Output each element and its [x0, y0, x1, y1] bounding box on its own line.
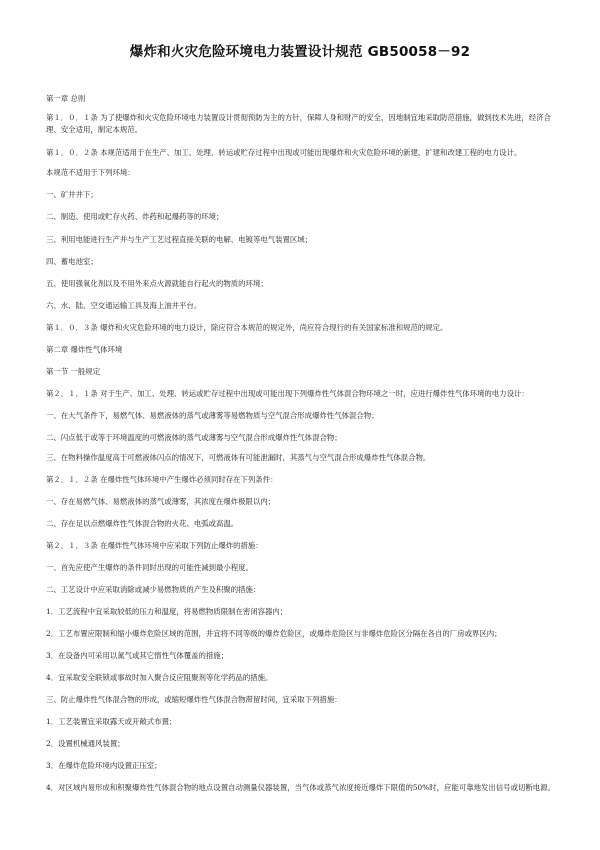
list-item: 二、存在足以点燃爆炸性气体混合物的火花、电弧或高温。: [46, 519, 239, 528]
section-heading: 第一节 一般规定: [46, 367, 101, 376]
list-item: 二、闪点低于或等于环境温度的可燃液体的蒸气或薄雾与空气混合形成爆炸性气体混合物；: [46, 433, 342, 442]
chapter-heading: 第二章 爆炸性气体环境: [46, 345, 123, 354]
clause-paragraph: 第１．０．１条 为了使爆炸和火灾危险环境电力装置设计贯彻预防为主的方针，保障人身和财产的安全，因地制宜地采取防范措施，做到技术先进，经济合理、安全适用，制定本规范。: [46, 113, 551, 134]
clause-paragraph: 第１．０．２条 本规范适用于在生产、加工、处理、转运或贮存过程中出现或可能出现爆炸和火灾危险环境的新建、扩建和改建工程的电力设计。: [46, 148, 522, 157]
list-item: 三、防止爆炸性气体混合物的形成，或缩短爆炸性气体混合物滞留时间，宜采取下列措施：: [46, 695, 342, 704]
list-item: 一、矿井井下；: [46, 190, 98, 199]
chapter-heading: 第一章 总则: [46, 94, 86, 103]
clause-paragraph: 第２．１．２条 在爆炸性气体环境中产生爆炸必须同时存在下列条件：: [46, 475, 278, 484]
list-item: 1．工艺流程中宜采取较低的压力和温度，将易燃物质限制在密闭容器内；: [46, 607, 288, 616]
list-item: 3．在设备内可采用以氮气或其它惰性气体覆盖的措施；: [46, 651, 229, 660]
list-item: 1．工艺装置宜采取露天或开敞式布置；: [46, 717, 177, 726]
list-item: 一、首先应使产生爆炸的条件同时出现的可能性减到最小程度。: [46, 563, 253, 572]
list-item: 四、蓄电池室；: [46, 257, 98, 266]
list-item: 三、利用电能进行生产并与生产工艺过程直接关联的电解、电镀等电气装置区域；: [46, 235, 313, 244]
list-item: 六、水、陆、空交通运输工具及海上油井平台。: [46, 301, 202, 310]
clause-paragraph: 第２．１．１条 对于生产、加工、处理、转运或贮存过程中出现或可能出现下列爆炸性气体混合物环境之一时，应进行爆炸性气体环境的电力设计：: [46, 389, 529, 398]
clause-paragraph: 第２．１．３条 在爆炸性气体环境中应采取下列防止爆炸的措施：: [46, 541, 263, 550]
list-item: 三、在物料操作温度高于可燃液体闪点的情况下，可燃液体有可能泄漏时，其蒸气与空气混合形成爆炸性气体混合物。: [46, 453, 431, 462]
list-item: 二、工艺设计中应采取消除或减少易燃物质的产生及积聚的措施：: [46, 585, 261, 594]
list-item: 3．在爆炸危险环境内设置正压室；: [46, 761, 162, 770]
clause-paragraph: 第１．０．３条 爆炸和火灾危险环境的电力设计，除应符合本规范的规定外，尚应符合现行的有关国家标准和规范的规定。: [46, 323, 448, 332]
list-item: 4．宜采取安全联锁或事故时加入聚合反应阻聚剂等化学药品的措施。: [46, 673, 273, 682]
list-item: 4．对区域内易形成和积聚爆炸性气体混合物的地点设置自动测量仪器装置，当气体或蒸气浓度接近爆炸下限值的50%时，应能可靠地发出信号或切断电源。: [46, 783, 555, 792]
list-item: 2．设置机械通风装置；: [46, 739, 125, 748]
list-item: 一、在大气条件下，易燃气体、易燃液体的蒸气或薄雾等易燃物质与空气混合形成爆炸性气体混合物；: [46, 411, 379, 420]
body-paragraph: 本规范不适用于下列环境：: [46, 168, 135, 177]
list-item: 五、使用强氧化剂以及不用外来点火源就能自行起火的物质的环境；: [46, 279, 268, 288]
list-item: 2．工艺布置应限制和缩小爆炸危险区域的范围，并宜将不同等级的爆炸危险区，或爆炸危险区与非爆炸危险区分隔在各自的厂房或界区内；: [46, 629, 502, 638]
list-item: 一、存在易燃气体、易燃液体的蒸气或薄雾，其浓度在爆炸极限以内；: [46, 497, 276, 506]
list-item: 二、制造、使用或贮存火药、炸药和起爆药等的环境；: [46, 212, 224, 221]
document-title: 爆炸和火灾危险环境电力装置设计规范 GB50058－92: [129, 44, 471, 60]
